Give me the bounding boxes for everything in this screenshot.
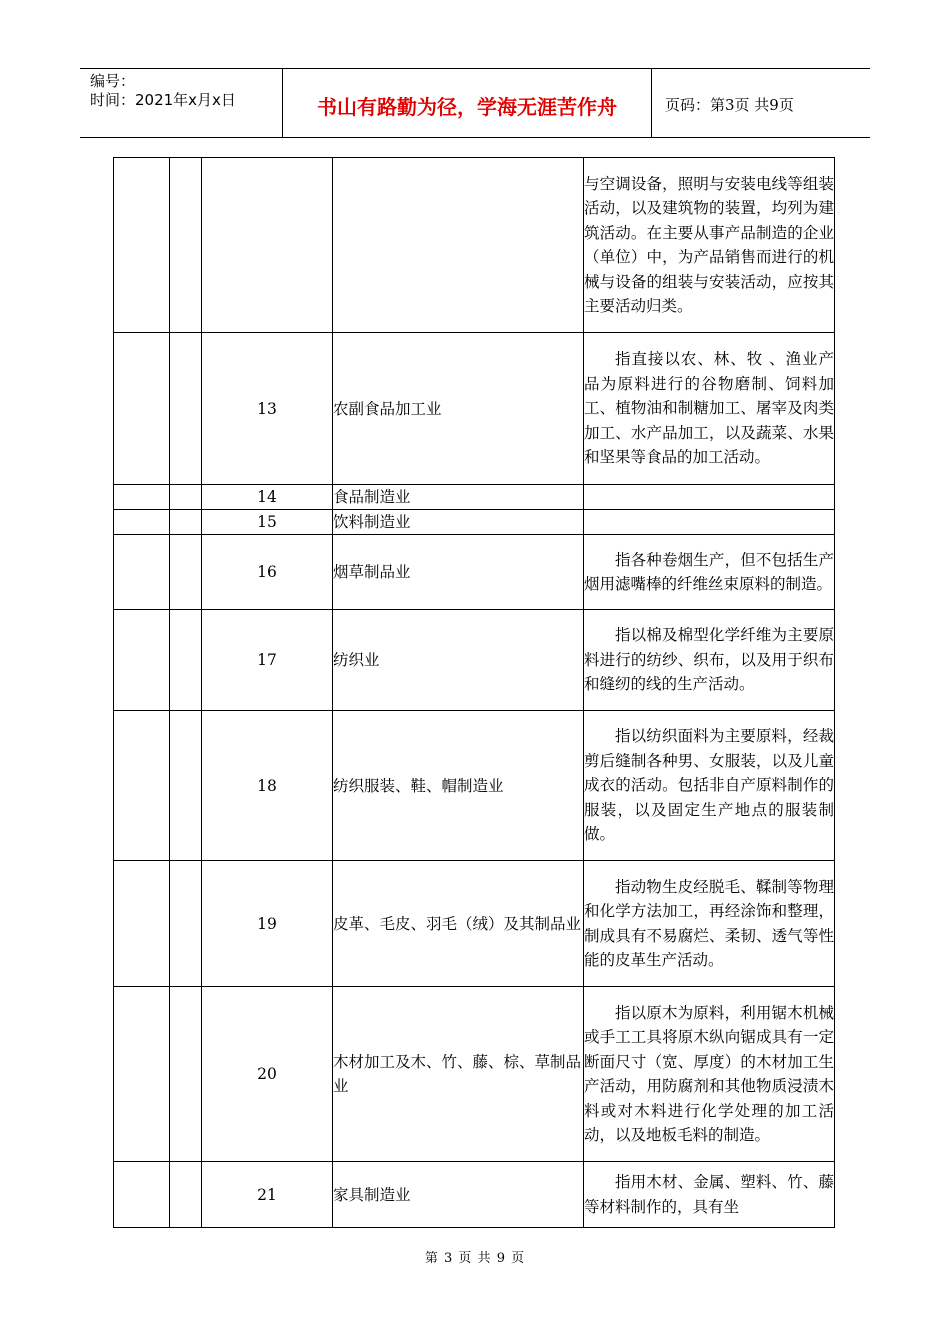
table-cell <box>114 485 170 510</box>
row-code <box>202 158 333 333</box>
table-cell <box>170 1162 202 1228</box>
row-name: 食品制造业 <box>333 485 584 510</box>
table-cell <box>170 158 202 333</box>
row-name: 木材加工及木、竹、藤、棕、草制品业 <box>333 987 584 1162</box>
table-cell <box>170 510 202 535</box>
table-cell <box>114 610 170 711</box>
row-code: 18 <box>202 711 333 861</box>
row-code: 17 <box>202 610 333 711</box>
row-name: 饮料制造业 <box>333 510 584 535</box>
table-row <box>114 1162 835 1228</box>
table-cell <box>114 711 170 861</box>
row-code: 19 <box>202 861 333 987</box>
header-page-info: 页码：第3页 共9页 <box>665 95 794 114</box>
table-row <box>114 711 835 861</box>
table-cell <box>170 610 202 711</box>
row-description <box>584 510 835 535</box>
table-cell <box>170 485 202 510</box>
table-row <box>114 510 835 535</box>
row-code: 21 <box>202 1162 333 1228</box>
header-meta <box>80 69 283 137</box>
table-cell <box>114 861 170 987</box>
table-cell <box>170 535 202 610</box>
table-cell <box>114 158 170 333</box>
table-cell <box>114 1162 170 1228</box>
table-cell <box>114 535 170 610</box>
row-name: 农副食品加工业 <box>333 333 584 485</box>
number-label: 编号： <box>90 72 136 90</box>
row-name <box>333 158 584 333</box>
row-code: 16 <box>202 535 333 610</box>
row-name: 家具制造业 <box>333 1162 584 1228</box>
table-row <box>114 158 835 333</box>
row-code: 13 <box>202 333 333 485</box>
row-description: 与空调设备，照明与安装电线等组装活动，以及建筑物的装置，均列为建筑活动。在主要从事产品制造的企业（单位）中，为产品销售而进行的机械与设备的组装与安装活动，应按其主要活动归类。 <box>584 158 835 333</box>
row-description: 指以原木为原料，利用锯木机械或手工工具将原木纵向锯成具有一定断面尺寸（宽、厚度）的木材加工生产活动，用防腐剂和其他物质浸渍木料或对木料进行化学处理的加工活动，以及地板毛料的制造。 <box>584 987 835 1162</box>
row-code: 15 <box>202 510 333 535</box>
table-row <box>114 333 835 485</box>
row-name: 纺织业 <box>333 610 584 711</box>
table-row <box>114 535 835 610</box>
industry-table <box>113 157 835 1228</box>
page-footer: 第 3 页 共 9 页 <box>424 1251 526 1266</box>
row-description: 指动物生皮经脱毛、鞣制等物理和化学方法加工，再经涂饰和整理，制成具有不易腐烂、柔韧、透气等性能的皮革生产活动。 <box>584 861 835 987</box>
row-description: 指以棉及棉型化学纤维为主要原料进行的纺纱、织布，以及用于织布和缝纫的线的生产活动。 <box>584 610 835 711</box>
table-row <box>114 610 835 711</box>
table-row <box>114 485 835 510</box>
table-cell <box>170 333 202 485</box>
page-header <box>80 68 870 138</box>
table-row <box>114 861 835 987</box>
row-description: 指各种卷烟生产，但不包括生产烟用滤嘴棒的纤维丝束原料的制造。 <box>584 535 835 610</box>
table-cell <box>170 987 202 1162</box>
row-name: 纺织服装、鞋、帽制造业 <box>333 711 584 861</box>
table-cell <box>170 711 202 861</box>
row-description: 指以纺织面料为主要原料，经裁剪后缝制各种男、女服装，以及儿童成衣的活动。包括非自产原料制作的服装，以及固定生产地点的服装制做。 <box>584 711 835 861</box>
table-cell <box>114 987 170 1162</box>
row-description: 指直接以农、林、牧 、渔业产品为原料进行的谷物磨制、饲料加工、植物油和制糖加工、屠宰及肉类加工、水产品加工，以及蔬菜、水果和坚果等食品的加工活动。 <box>584 333 835 485</box>
table-cell <box>114 333 170 485</box>
row-description: 指用木材、金属、塑料、竹、藤等材料制作的，具有坐 <box>584 1162 835 1228</box>
time-label: 时间：2021年x月x日 <box>90 91 236 109</box>
table-cell <box>170 861 202 987</box>
row-description <box>584 485 835 510</box>
table-row <box>114 987 835 1162</box>
row-name: 皮革、毛皮、羽毛（绒）及其制品业 <box>333 861 584 987</box>
table-cell <box>114 510 170 535</box>
row-name: 烟草制品业 <box>333 535 584 610</box>
row-code: 14 <box>202 485 333 510</box>
row-code: 20 <box>202 987 333 1162</box>
header-motto: 书山有路勤为径，学海无涯苦作舟 <box>283 69 652 137</box>
